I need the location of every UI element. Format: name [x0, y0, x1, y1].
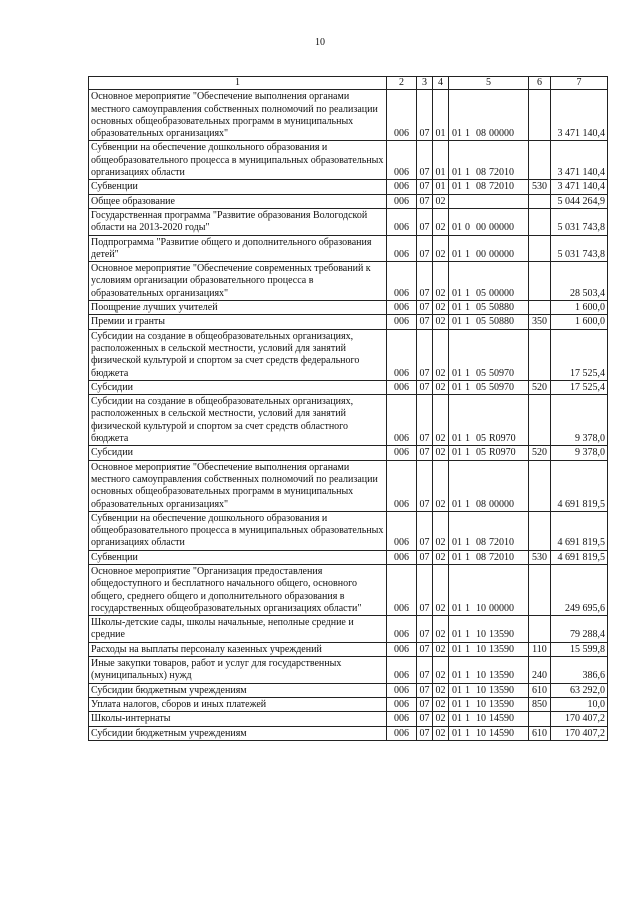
code-part: 13590: [489, 670, 514, 682]
ministry-code: 006: [387, 697, 417, 711]
subsection-code: 02: [433, 208, 449, 235]
target-article-code: [449, 329, 529, 380]
table-row: [89, 301, 608, 315]
code-part: 05: [476, 367, 486, 379]
expense-type-code: [529, 141, 551, 180]
section-code: 07: [417, 180, 433, 194]
section-code: 07: [417, 329, 433, 380]
code-part: 10: [476, 684, 486, 696]
target-article-code: [449, 180, 529, 194]
row-name: Расходы на выплаты персоналу казенных учреждений: [89, 642, 387, 656]
target-article-code: [449, 446, 529, 460]
code-part: 10: [476, 629, 486, 641]
ministry-code: 006: [387, 90, 417, 141]
target-article-code: [449, 683, 529, 697]
table-row: [89, 194, 608, 208]
ministry-code: 006: [387, 712, 417, 726]
ministry-code: 006: [387, 329, 417, 380]
amount: 170 407,2: [551, 712, 608, 726]
amount: 15 599,8: [551, 642, 608, 656]
row-name: Субвенции на обеспечение дошкольного образования и общеобразовательного процесса в муниципальных образовательных организациях области: [89, 141, 387, 180]
code-part: 0: [465, 222, 470, 234]
code-part: 13590: [489, 684, 514, 696]
expense-type-code: [529, 712, 551, 726]
subsection-code: 02: [433, 262, 449, 301]
amount: 4 691 819,5: [551, 550, 608, 564]
code-part: 1: [465, 684, 470, 696]
section-code: 07: [417, 301, 433, 315]
code-part: 13590: [489, 643, 514, 655]
code-part: 05: [476, 302, 486, 314]
code-part: 50880: [489, 316, 514, 328]
table-row: [89, 235, 608, 262]
expense-type-code: 520: [529, 446, 551, 460]
table-row: [89, 616, 608, 643]
code-part: 01: [452, 302, 462, 314]
code-part: 1: [465, 670, 470, 682]
code-part: 14590: [489, 727, 514, 739]
subsection-code: 02: [433, 642, 449, 656]
code-part: 01: [452, 316, 462, 328]
code-part: 01: [452, 447, 462, 459]
code-part: 00000: [489, 602, 514, 614]
section-code: 07: [417, 380, 433, 394]
subsection-code: 02: [433, 315, 449, 329]
ministry-code: 006: [387, 315, 417, 329]
code-part: 01: [452, 602, 462, 614]
subsection-code: 02: [433, 380, 449, 394]
ministry-code: 006: [387, 194, 417, 208]
amount: 9 378,0: [551, 395, 608, 446]
code-part: 1: [465, 302, 470, 314]
subsection-code: 02: [433, 550, 449, 564]
code-part: 00: [476, 222, 486, 234]
row-name: Уплата налогов, сборов и иных платежей: [89, 697, 387, 711]
row-name: Премии и гранты: [89, 315, 387, 329]
target-article-code: [449, 616, 529, 643]
header-row: [89, 77, 608, 90]
table-row: [89, 141, 608, 180]
target-article-code: [449, 460, 529, 511]
table-row: [89, 657, 608, 684]
table-row: [89, 712, 608, 726]
code-part: 05: [476, 447, 486, 459]
row-name: Субсидии: [89, 446, 387, 460]
amount: 170 407,2: [551, 726, 608, 740]
section-code: 07: [417, 235, 433, 262]
code-part: 50880: [489, 302, 514, 314]
amount: 3 471 140,4: [551, 90, 608, 141]
section-code: 07: [417, 446, 433, 460]
ministry-code: 006: [387, 235, 417, 262]
section-code: 07: [417, 657, 433, 684]
expense-type-code: 610: [529, 726, 551, 740]
table-row: [89, 329, 608, 380]
target-article-code: [449, 511, 529, 550]
row-name: Субсидии на создание в общеобразовательных организациях, расположенных в сельской местности, условий для занятий физической культурой и спортом за счет средств областного бюджета: [89, 395, 387, 446]
header-cell: 7: [551, 77, 608, 90]
amount: 3 471 140,4: [551, 180, 608, 194]
subsection-code: 02: [433, 657, 449, 684]
code-part: 1: [465, 181, 470, 193]
table-row: [89, 697, 608, 711]
code-part: 01: [452, 498, 462, 510]
expense-type-code: 240: [529, 657, 551, 684]
code-part: 1: [465, 248, 470, 260]
code-part: 01: [452, 629, 462, 641]
ministry-code: 006: [387, 642, 417, 656]
code-part: 00000: [489, 498, 514, 510]
header-cell: 3: [417, 77, 433, 90]
row-name: Субсидии бюджетным учреждениям: [89, 726, 387, 740]
code-part: R0970: [489, 447, 516, 459]
target-article-code: [449, 194, 529, 208]
row-name: Основное мероприятие "Обеспечение современных требований к условиям организации образовательного процесса в образовательных организациях": [89, 262, 387, 301]
code-part: 00000: [489, 222, 514, 234]
code-part: 01: [452, 727, 462, 739]
ministry-code: 006: [387, 208, 417, 235]
ministry-code: 006: [387, 301, 417, 315]
table-row: [89, 511, 608, 550]
amount: 9 378,0: [551, 446, 608, 460]
expense-type-code: [529, 616, 551, 643]
table-row: [89, 262, 608, 301]
row-name: Субвенции: [89, 180, 387, 194]
code-part: 13590: [489, 698, 514, 710]
header-cell: 5: [449, 77, 529, 90]
code-part: 05: [476, 381, 486, 393]
target-article-code: [449, 712, 529, 726]
section-code: 07: [417, 208, 433, 235]
target-article-code: [449, 642, 529, 656]
section-code: 07: [417, 141, 433, 180]
target-article-code: [449, 550, 529, 564]
subsection-code: 01: [433, 180, 449, 194]
code-part: 50970: [489, 381, 514, 393]
section-code: 07: [417, 726, 433, 740]
header-cell: 2: [387, 77, 417, 90]
table-row: [89, 550, 608, 564]
code-part: 1: [465, 316, 470, 328]
table-row: [89, 460, 608, 511]
code-part: 00000: [489, 128, 514, 140]
code-part: 01: [452, 537, 462, 549]
ministry-code: 006: [387, 616, 417, 643]
amount: 5 031 743,8: [551, 235, 608, 262]
code-part: 01: [452, 248, 462, 260]
amount: 5 044 264,9: [551, 194, 608, 208]
code-part: 01: [452, 381, 462, 393]
subsection-code: 02: [433, 712, 449, 726]
code-part: 72010: [489, 167, 514, 179]
row-name: Подпрограмма "Развитие общего и дополнительного образования детей": [89, 235, 387, 262]
code-part: 08: [476, 181, 486, 193]
row-name: Субсидии: [89, 380, 387, 394]
subsection-code: 02: [433, 460, 449, 511]
code-part: 01: [452, 181, 462, 193]
target-article-code: [449, 380, 529, 394]
code-part: 01: [452, 128, 462, 140]
row-name: Основное мероприятие "Организация предоставления общедоступного и бесплатного начального общего, основного общего, среднего общего и дополнительного образования в государственных общеобразовательных организациях области": [89, 564, 387, 615]
budget-table: [88, 76, 608, 741]
code-part: 08: [476, 537, 486, 549]
row-name: Школы-интернаты: [89, 712, 387, 726]
subsection-code: 02: [433, 235, 449, 262]
expense-type-code: 110: [529, 642, 551, 656]
ministry-code: 006: [387, 683, 417, 697]
code-part: 72010: [489, 537, 514, 549]
code-part: 1: [465, 128, 470, 140]
section-code: 07: [417, 616, 433, 643]
expense-type-code: [529, 329, 551, 380]
subsection-code: 01: [433, 141, 449, 180]
code-part: 1: [465, 287, 470, 299]
code-part: 01: [452, 367, 462, 379]
expense-type-code: [529, 262, 551, 301]
code-part: 1: [465, 643, 470, 655]
ministry-code: 006: [387, 446, 417, 460]
table-row: [89, 683, 608, 697]
table-row: [89, 380, 608, 394]
amount: 17 525,4: [551, 329, 608, 380]
section-code: 07: [417, 712, 433, 726]
section-code: 07: [417, 683, 433, 697]
code-part: 08: [476, 128, 486, 140]
code-part: 00000: [489, 287, 514, 299]
code-part: 1: [465, 367, 470, 379]
section-code: 07: [417, 697, 433, 711]
row-name: Субвенции: [89, 550, 387, 564]
expense-type-code: [529, 460, 551, 511]
expense-type-code: [529, 564, 551, 615]
subsection-code: 02: [433, 446, 449, 460]
code-part: 08: [476, 498, 486, 510]
amount: 1 600,0: [551, 301, 608, 315]
target-article-code: [449, 697, 529, 711]
expense-type-code: 850: [529, 697, 551, 711]
code-part: 10: [476, 670, 486, 682]
expense-type-code: [529, 90, 551, 141]
subsection-code: 02: [433, 564, 449, 615]
target-article-code: [449, 395, 529, 446]
ministry-code: 006: [387, 380, 417, 394]
row-name: Иные закупки товаров, работ и услуг для государственных (муниципальных) нужд: [89, 657, 387, 684]
subsection-code: 02: [433, 301, 449, 315]
header-cell: 6: [529, 77, 551, 90]
table-row: [89, 90, 608, 141]
code-part: 01: [452, 670, 462, 682]
section-code: 07: [417, 90, 433, 141]
table-row: [89, 395, 608, 446]
code-part: 1: [465, 433, 470, 445]
row-name: Субсидии бюджетным учреждениям: [89, 683, 387, 697]
subsection-code: 02: [433, 616, 449, 643]
expense-type-code: [529, 194, 551, 208]
target-article-code: [449, 726, 529, 740]
row-name: Субсидии на создание в общеобразовательных организациях, расположенных в сельской местности, условий для занятий физической культурой и спортом за счет средств федерального бюджета: [89, 329, 387, 380]
table-row: [89, 642, 608, 656]
subsection-code: 02: [433, 194, 449, 208]
code-part: 01: [452, 222, 462, 234]
row-name: Школы-детские сады, школы начальные, неполные средние и средние: [89, 616, 387, 643]
table-row: [89, 180, 608, 194]
expense-type-code: 530: [529, 180, 551, 194]
target-article-code: [449, 208, 529, 235]
ministry-code: 006: [387, 180, 417, 194]
target-article-code: [449, 657, 529, 684]
row-name: Поощрение лучших учителей: [89, 301, 387, 315]
code-part: 13590: [489, 629, 514, 641]
code-part: 10: [476, 643, 486, 655]
code-part: 08: [476, 551, 486, 563]
expense-type-code: 530: [529, 550, 551, 564]
code-part: 1: [465, 602, 470, 614]
table-row: [89, 726, 608, 740]
code-part: 08: [476, 167, 486, 179]
section-code: 07: [417, 194, 433, 208]
code-part: 1: [465, 727, 470, 739]
amount: 5 031 743,8: [551, 208, 608, 235]
expense-type-code: 610: [529, 683, 551, 697]
row-name: Основное мероприятие "Обеспечение выполнения органами местного самоуправления собственных полномочий по реализации основных общеобразовательных программ в муниципальных образовательных организациях": [89, 90, 387, 141]
ministry-code: 006: [387, 564, 417, 615]
ministry-code: 006: [387, 141, 417, 180]
amount: 1 600,0: [551, 315, 608, 329]
section-code: 07: [417, 395, 433, 446]
code-part: 10: [476, 602, 486, 614]
target-article-code: [449, 235, 529, 262]
subsection-code: 02: [433, 726, 449, 740]
row-name: Субвенции на обеспечение дошкольного образования и общеобразовательного процесса в муниципальных образовательных организациях области: [89, 511, 387, 550]
header-cell: 4: [433, 77, 449, 90]
amount: 10,0: [551, 697, 608, 711]
amount: 79 288,4: [551, 616, 608, 643]
row-name: Общее образование: [89, 194, 387, 208]
section-code: 07: [417, 642, 433, 656]
ministry-code: 006: [387, 460, 417, 511]
code-part: 14590: [489, 713, 514, 725]
subsection-code: 02: [433, 697, 449, 711]
code-part: 01: [452, 433, 462, 445]
header-cell: 1: [89, 77, 387, 90]
code-part: 10: [476, 713, 486, 725]
table-row: [89, 446, 608, 460]
code-part: 01: [452, 698, 462, 710]
amount: 17 525,4: [551, 380, 608, 394]
expense-type-code: [529, 395, 551, 446]
table-row: [89, 208, 608, 235]
subsection-code: 02: [433, 511, 449, 550]
target-article-code: [449, 141, 529, 180]
table-row: [89, 564, 608, 615]
code-part: 1: [465, 537, 470, 549]
expense-type-code: [529, 208, 551, 235]
amount: 63 292,0: [551, 683, 608, 697]
ministry-code: 006: [387, 262, 417, 301]
code-part: 05: [476, 433, 486, 445]
ministry-code: 006: [387, 395, 417, 446]
code-part: 01: [452, 643, 462, 655]
code-part: 00: [476, 248, 486, 260]
code-part: 10: [476, 727, 486, 739]
table-row: [89, 315, 608, 329]
subsection-code: 02: [433, 329, 449, 380]
ministry-code: 006: [387, 511, 417, 550]
code-part: 05: [476, 287, 486, 299]
code-part: 01: [452, 167, 462, 179]
expense-type-code: 350: [529, 315, 551, 329]
code-part: 1: [465, 167, 470, 179]
amount: 28 503,4: [551, 262, 608, 301]
row-name: Государственная программа "Развитие образования Вологодской области на 2013-2020 годы": [89, 208, 387, 235]
expense-type-code: [529, 301, 551, 315]
code-part: 50970: [489, 367, 514, 379]
section-code: 07: [417, 564, 433, 615]
code-part: 1: [465, 629, 470, 641]
expense-type-code: [529, 235, 551, 262]
section-code: 07: [417, 550, 433, 564]
code-part: 01: [452, 684, 462, 696]
code-part: 05: [476, 316, 486, 328]
code-part: 1: [465, 713, 470, 725]
code-part: 01: [452, 551, 462, 563]
amount: 249 695,6: [551, 564, 608, 615]
code-part: 1: [465, 498, 470, 510]
expense-type-code: 520: [529, 380, 551, 394]
page-number: 10: [315, 37, 325, 48]
section-code: 07: [417, 511, 433, 550]
code-part: R0970: [489, 433, 516, 445]
code-part: 72010: [489, 181, 514, 193]
target-article-code: [449, 301, 529, 315]
ministry-code: 006: [387, 726, 417, 740]
ministry-code: 006: [387, 550, 417, 564]
code-part: 01: [452, 713, 462, 725]
row-name: Основное мероприятие "Обеспечение выполнения органами местного самоуправления собственных полномочий по реализации основных общеобразовательных программ в муниципальных образовательных организациях": [89, 460, 387, 511]
ministry-code: 006: [387, 657, 417, 684]
code-part: 1: [465, 447, 470, 459]
code-part: 1: [465, 551, 470, 563]
section-code: 07: [417, 315, 433, 329]
amount: 386,6: [551, 657, 608, 684]
amount: 4 691 819,5: [551, 511, 608, 550]
section-code: 07: [417, 262, 433, 301]
code-part: 01: [452, 287, 462, 299]
target-article-code: [449, 315, 529, 329]
target-article-code: [449, 262, 529, 301]
code-part: 1: [465, 698, 470, 710]
code-part: 10: [476, 698, 486, 710]
code-part: 1: [465, 381, 470, 393]
code-part: 72010: [489, 551, 514, 563]
expense-type-code: [529, 511, 551, 550]
section-code: 07: [417, 460, 433, 511]
target-article-code: [449, 564, 529, 615]
subsection-code: 02: [433, 395, 449, 446]
amount: 3 471 140,4: [551, 141, 608, 180]
subsection-code: 02: [433, 683, 449, 697]
subsection-code: 01: [433, 90, 449, 141]
code-part: 00000: [489, 248, 514, 260]
amount: 4 691 819,5: [551, 460, 608, 511]
target-article-code: [449, 90, 529, 141]
